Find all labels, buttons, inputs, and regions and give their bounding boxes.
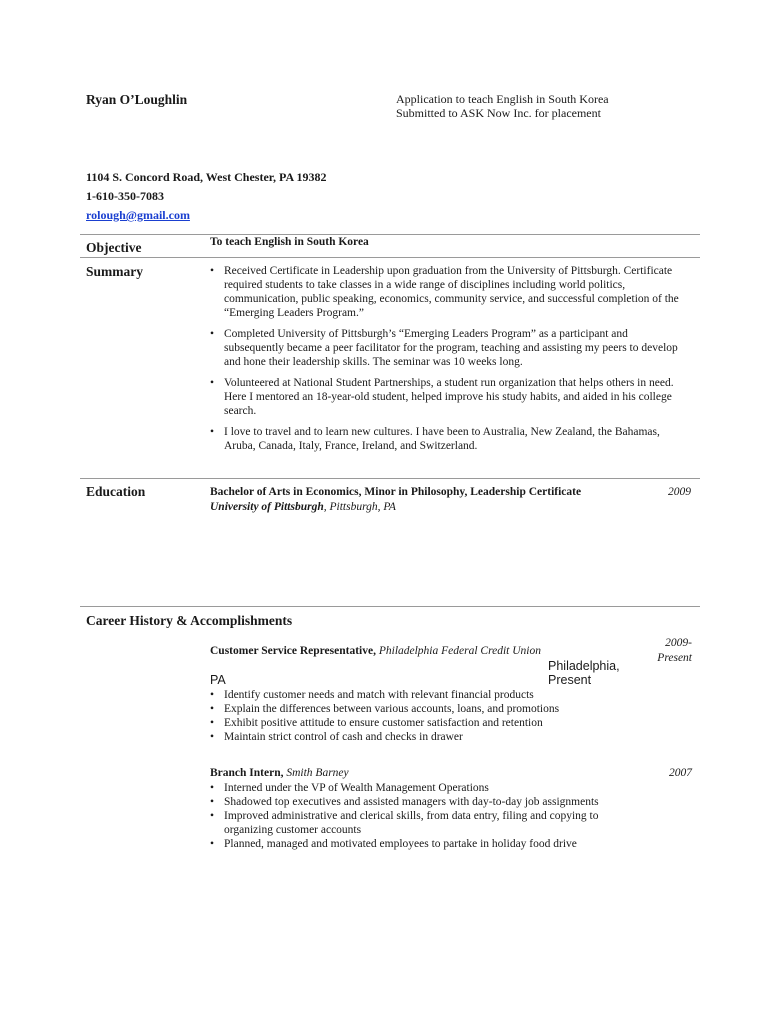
job-employer: Philadelphia Federal Credit Union [378,645,541,657]
education-year: 2009 [668,486,691,498]
summary-list [210,264,690,460]
education-heading: Education [86,484,146,499]
job-years [630,636,692,666]
job-location-state: PA [210,673,226,687]
career-heading: Career History & Accomplishments [86,613,293,628]
application-line-1: Application to teach English in South Korea [396,92,609,106]
job-duty: • Shadowed top executives and assisted managers with day-to-day job assignments [210,795,600,809]
job-role: Branch Intern, [210,767,284,779]
application-line-2: Submitted to ASK Now Inc. for placement [396,106,601,120]
job-duty: • Identify customer needs and match with relevant financial products [210,688,600,702]
job-duty: • Maintain strict control of cash and checks in drawer [210,730,600,744]
job-duty: • Exhibit positive attitude to ensure customer satisfaction and retention [210,716,600,730]
school-name: University of Pittsburgh [210,501,324,513]
application-note [396,92,609,120]
job-role: Customer Service Representative, [210,645,376,657]
divider [80,257,700,258]
job-year: 2007 [669,767,692,779]
summary-item: • Received Certificate in Leadership upon graduation from the University of Pittsburgh. Certificate required students to take classes in a wide range of disciplines including world politics, communication, public speaking, economics, community service, and successful completion of the “Emerging Leaders Program.” [210,264,690,320]
school-location: , Pittsburgh, PA [323,501,396,513]
objective-heading: Objective [86,240,142,255]
job-location-present: Present [548,673,592,687]
phone: 1-610-350-7083 [86,189,164,203]
email-link[interactable]: rolough@gmail.com [86,208,190,222]
divider [80,606,700,607]
address: 1104 S. Concord Road, West Chester, PA 19382 [86,170,327,184]
job-years-line2: Present [657,652,692,664]
job-duty: • Planned, managed and motivated employees to partake in holiday food drive [210,837,600,851]
objective-text: To teach English in South Korea [210,236,369,248]
school [210,501,396,513]
contact-block [86,168,326,225]
job-duties-list [210,688,600,744]
job-duty: • Interned under the VP of Wealth Management Operations [210,781,600,795]
summary-item: • I love to travel and to learn new cultures. I have been to Australia, New Zealand, the Bahamas, Aruba, Canada, Italy, France, Ireland, and Switzerland. [210,425,690,453]
summary-item: • Volunteered at National Student Partnerships, a student run organization that helps others in need. Here I mentored an 18-year-old student, helped improve his study habits, and aided in his college search. [210,376,690,418]
job-title [210,767,349,779]
job-employer: Smith Barney [286,767,349,779]
applicant-name: Ryan O’Loughlin [86,92,188,107]
summary-heading: Summary [86,264,143,279]
job-duty: • Improved administrative and clerical skills, from data entry, filing and copying to organizing customer accounts [210,809,600,837]
divider [80,478,700,479]
job-title [210,645,541,657]
degree: Bachelor of Arts in Economics, Minor in Philosophy, Leadership Certificate [210,486,582,498]
summary-item: • Completed University of Pittsburgh’s “Emerging Leaders Program” as a participant and subsequently became a peer facilitator for the program, teaching and assisting my peers to develop and hone their leadership skills. The seminar was 10 weeks long. [210,327,690,369]
job-duties-list [210,781,600,851]
job-duty: • Explain the differences between various accounts, loans, and promotions [210,702,600,716]
job-years-line1: 2009- [665,637,692,649]
divider [80,234,700,235]
job-location-city: Philadelphia, [548,659,620,673]
